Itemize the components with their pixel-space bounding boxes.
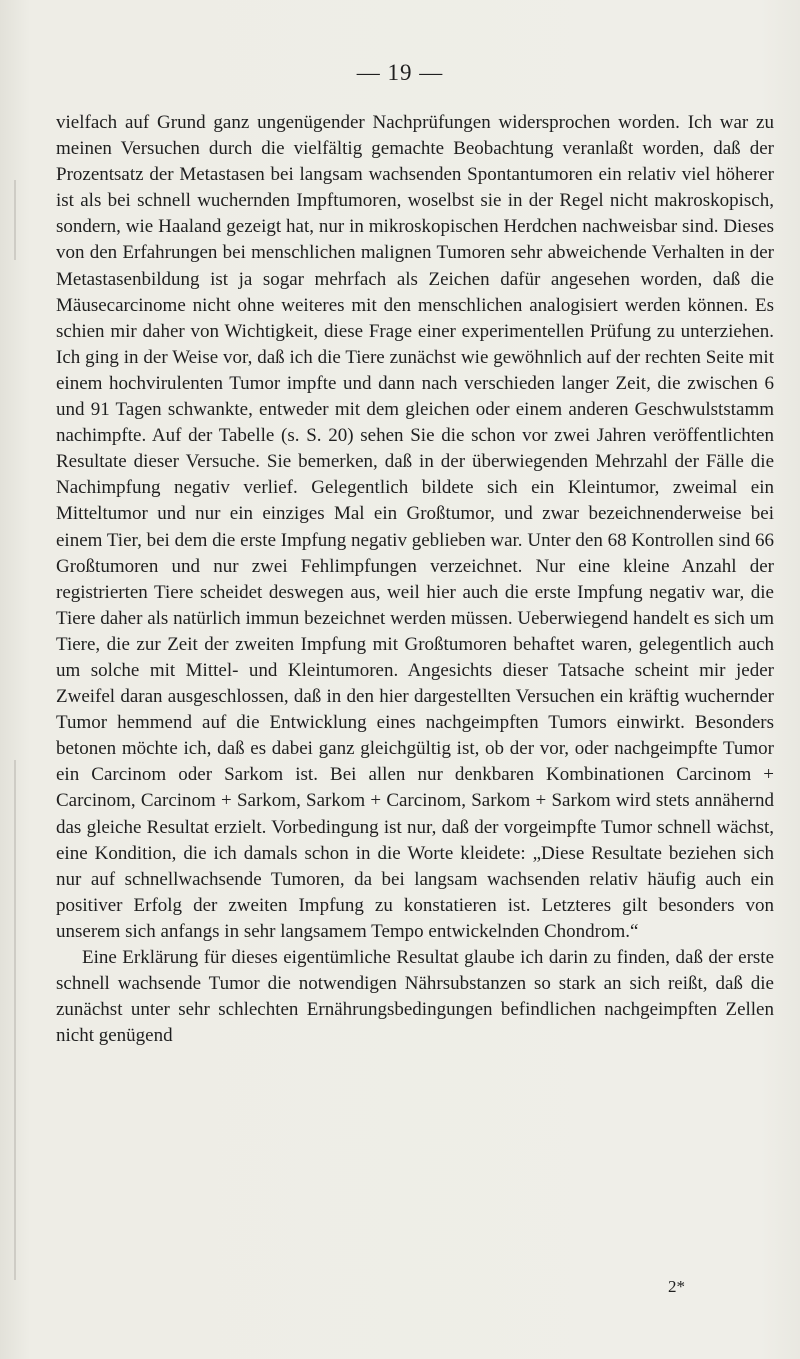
paragraph: Eine Erklärung für dieses eigentümliche Resultat glaube ich darin zu finden, daß der erste schnell wachsende Tumor die notwendigen Nährsubstanzen so stark an sich reißt, daß die zunächst unter sehr schlechten Ernährungsbedingungen befindlichen nachgeimpften Zellen nicht genügend — [56, 947, 774, 1047]
signature-mark: 2* — [668, 1277, 685, 1296]
page-edge-shadow — [14, 760, 16, 1280]
page-number-header: — 19 — — [356, 60, 444, 85]
paragraph: vielfach auf Grund ganz ungenügender Nachprüfungen widersprochen worden. Ich war zu meinen Versuchen durch die vielfältig gemachte Beobachtung veranlaßt worden, daß der Prozentsatz der Metastasen bei langsam wachsenden Spontantumoren ein relativ viel höherer ist als bei schnell wuchernden Impftumoren, woselbst sie in der Regel nicht makroskopisch, sondern, wie Haaland gezeigt hat, nur in mikroskopischen Herdchen nachweisbar sind. Dieses von den Erfahrungen bei menschlichen malignen Tumoren sehr abweichende Verhalten in der Metastasenbildung ist ja sogar mehrfach als Zeichen dafür angesehen worden, daß die Mäusecarcinome nicht ohne weiteres mit den menschlichen analogisiert werden können. Es schien mir daher von Wichtigkeit, diese Frage einer experimentellen Prüfung zu unterziehen. Ich ging in der Weise vor, daß ich die Tiere zunächst wie gewöhnlich auf der rechten Seite mit einem hochvirulenten Tumor impfte und dann nach verschieden langer Zeit, die zwischen 6 und 91 Tagen schwankte, entweder mit dem gleichen oder einem anderen Geschwulststamm nachimpfte. Auf der Tabelle (s. S. 20) sehen Sie die schon vor zwei Jahren veröffentlichten Resultate dieser Versuche. Sie bemerken, daß in der überwiegenden Mehrzahl der Fälle die Nachimpfung negativ verlief. Gelegentlich bildete sich ein Kleintumor, zweimal ein Mitteltumor und nur ein einziges Mal ein Großtumor, und zwar bezeichnenderweise bei einem Tier, bei dem die erste Impfung negativ geblieben war. Unter den 68 Kontrollen sind 66 Großtumoren und nur zwei Fehlimpfungen verzeichnet. Nur eine kleine Anzahl der registrierten Tiere scheidet deswegen aus, weil hier auch die erste Impfung negativ war, die Tiere daher als natürlich immun bezeichnet werden müssen. Ueberwiegend handelt es sich um Tiere, die zur Zeit der zweiten Impfung mit Großtumoren behaftet waren, gelegentlich auch um solche mit Mittel- und Kleintumoren. Angesichts dieser Tatsache scheint mir jeder Zweifel daran ausgeschlossen, daß in den hier dargestellten Versuchen ein kräftig wuchernder Tumor hemmend auf die Entwicklung eines nachgeimpften Tumors einwirkt. Besonders betonen möchte ich, daß es dabei ganz gleichgültig ist, ob der vor, oder nachgeimpfte Tumor ein Carcinom oder Sarkom ist. Bei allen nur denkbaren Kombinationen Carcinom + Carcinom, Carcinom + Sarkom, Sarkom + Carcinom, Sarkom + Sarkom wird stets annähernd das gleiche Resultat erzielt. Vorbedingung ist nur, daß der vorgeimpfte Tumor schnell wächst, eine Kondition, die ich damals schon in die Worte kleidete: „Diese Resultate beziehen sich nur auf schnellwachsende Tumoren, da bei langsam wachsenden relativ häufig auch ein positiver Erfolg der zweiten Impfung zu konstatieren ist. Letzteres gilt besonders von unserem sich anfangs in sehr langsamem Tempo entwickelnden Chondrom.“ — [56, 112, 774, 942]
body-text — [56, 110, 774, 1049]
page-edge-shadow — [14, 180, 16, 260]
